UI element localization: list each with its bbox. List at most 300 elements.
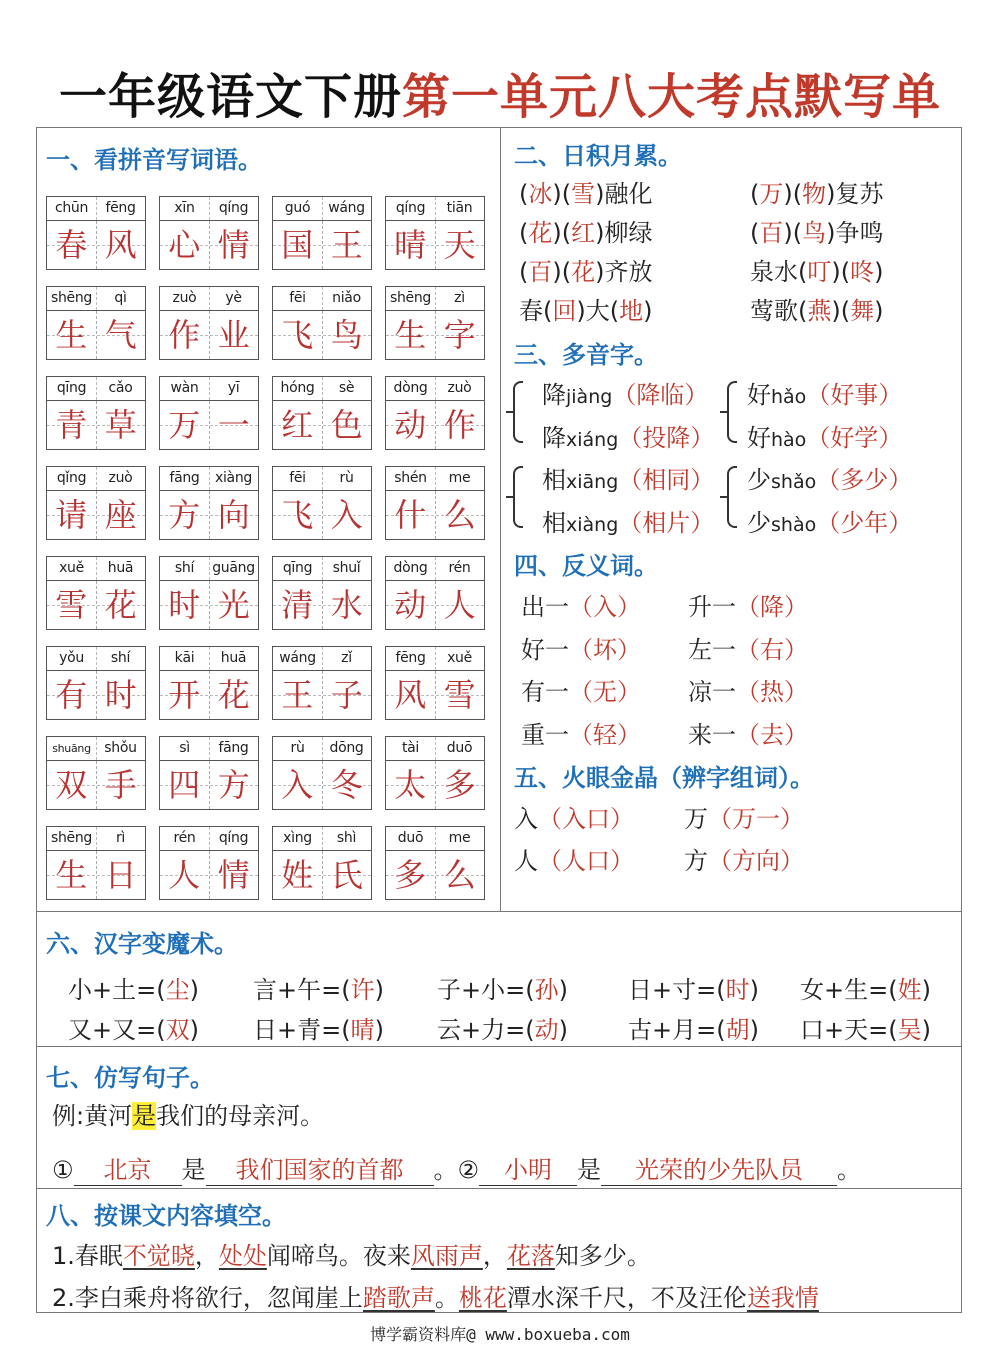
hanzi-answer: 姓 [273,851,323,899]
pinyin: xiāng [566,471,619,493]
hanzi-answer: 雪 [443,676,476,714]
word-box [272,286,372,360]
distinguish-item: 万（万一） [684,805,804,833]
word-box [272,466,372,540]
hanzi-row [386,761,484,809]
idiom-item: (百)(花)齐放 [519,258,653,286]
magic-equation: 日+青=(晴) [253,1016,384,1044]
word-box [272,376,372,450]
hanzi-answer: 氏 [330,856,363,894]
hanzi-answer: 青 [47,401,97,449]
magic-answer: 时 [725,976,750,1004]
pinyin: shào [771,514,817,536]
pinyin-syllable: me [448,830,471,846]
hanzi-answer: 动 [386,581,436,629]
brace-mark [727,466,737,528]
pinyin-syllable: wáng [328,200,365,216]
hanzi-row [273,491,371,539]
example-sentence: 例:黄河是我们的母亲河。 [52,1102,325,1130]
pinyin-row [160,827,258,851]
idiom-answer: 咚 [850,258,875,286]
pinyin-syllable: niǎo [332,290,361,306]
pinyin-syllable: sì [179,740,190,756]
idiom-answer: 百 [528,258,553,286]
pinyin-syllable: chūn [54,200,89,216]
hanzi-answer: 双 [47,761,97,809]
pinyin: hǎo [771,386,807,408]
answer-blank: 北京 [74,1150,182,1186]
hanzi-answer: 生 [47,851,97,899]
page-title: 一年级语文下册第一单元八大考点默写单 [58,69,942,125]
section-title-2: 二、日积月累。 [514,142,682,170]
antonym-answer: 轻 [593,720,617,749]
antonym-answer: 入 [593,593,617,621]
divider-line [36,911,962,912]
word-box [385,196,485,270]
magic-answer: 孙 [534,976,559,1004]
hanzi-answer: 人 [160,851,210,899]
polyphone-answer: 投降 [642,424,691,452]
pinyin-row [47,377,145,401]
magic-equation: 口+天=(吴) [800,1016,931,1044]
pinyin-syllable: cǎo [108,380,133,396]
hanzi-answer: 请 [47,491,97,539]
hanzi-row [47,581,145,629]
idiom-answer: 花 [528,219,553,247]
word-box [46,466,146,540]
magic-answer: 吴 [897,1016,922,1044]
hanzi-answer: 多 [443,766,476,804]
pinyin-row [386,827,484,851]
pinyin-row [273,557,371,581]
pinyin-row [47,827,145,851]
magic-equation: 言+午=(许) [253,976,384,1004]
word-box [385,466,485,540]
hanzi-row [386,851,484,899]
hanzi-answer: 么 [443,856,476,894]
magic-equation: 小+土=(尘) [68,976,199,1004]
hanzi-answer: 天 [443,226,476,264]
pinyin-syllable: yī [227,380,240,396]
hanzi-answer: 入 [330,496,363,534]
pinyin-syllable: tài [401,740,420,756]
hanzi-answer: 水 [330,586,363,624]
pinyin-syllable: shí [174,560,195,576]
footer-watermark: 博学霸资料库@ www.boxueba.com [370,1325,630,1344]
hanzi-answer: 方 [160,491,210,539]
hanzi-answer: 国 [273,221,323,269]
hanzi-answer: 人 [443,586,476,624]
polyphone-item: 好hǎo（好事） [747,381,903,409]
word-box [272,646,372,720]
hanzi-answer: 万 [160,401,210,449]
pinyin-row [273,827,371,851]
pinyin-syllable: qíng [218,200,249,216]
antonym-answer: 去 [760,720,784,749]
antonym-item: 好一（坏） [521,635,641,664]
pinyin-syllable: zuò [172,290,197,306]
answer-blank: 小明 [479,1150,577,1186]
pinyin-syllable: yǒu [59,650,84,666]
pinyin-row [160,647,258,671]
pinyin-syllable: zì [454,290,465,306]
magic-answer: 胡 [725,1016,750,1044]
pinyin-syllable: rù [290,740,305,756]
pinyin-syllable: dòng [393,560,428,576]
word-box [159,826,259,900]
pinyin-syllable: xuě [59,560,84,576]
section-title-4: 四、反义词。 [514,552,658,580]
pinyin-row [160,557,258,581]
pinyin-syllable: zuò [447,380,472,396]
hanzi-row [47,671,145,719]
pinyin: xiáng [566,429,619,451]
antonym-answer: 右 [760,635,784,664]
pinyin-syllable: qíng [395,200,426,216]
polyphone-item: 少shǎo（多少） [747,466,913,494]
hanzi-answer: 王 [273,671,323,719]
hanzi-row [273,581,371,629]
idiom-item: (花)(红)柳绿 [519,219,653,247]
polyphone-item: 降xiáng（投降） [542,424,715,452]
pinyin-row [386,377,484,401]
hanzi-row [160,311,258,359]
pinyin-syllable: fāng [169,470,200,486]
hanzi-row [273,401,371,449]
hanzi-answer: 生 [386,311,436,359]
hanzi-row [47,491,145,539]
hanzi-answer: 什 [386,491,436,539]
hanzi-answer: 四 [160,761,210,809]
pinyin-row [386,467,484,491]
hanzi-answer: 座 [104,496,137,534]
pinyin-syllable: rù [339,470,354,486]
pinyin-syllable: qì [114,290,127,306]
magic-answer: 双 [165,1016,190,1044]
pinyin-syllable: shēng [50,290,93,306]
antonym-answer: 热 [760,678,784,706]
hanzi-row [47,221,145,269]
pinyin-syllable: qīng [282,560,313,576]
polyphone-answer: 相片 [642,509,691,537]
pinyin-row [47,467,145,491]
hanzi-row [386,671,484,719]
polyphone-item: 少shào（少年） [747,509,913,537]
idiom-answer: 冰 [528,180,553,208]
hanzi-row [386,401,484,449]
word-box [159,646,259,720]
pinyin-syllable: shuāng [52,742,91,755]
antonym-item: 左一（右） [688,635,808,664]
pinyin-syllable: shǒu [104,740,137,756]
hanzi-row [386,581,484,629]
hanzi-answer: 手 [104,766,137,804]
antonym-answer: 坏 [593,635,617,664]
hanzi-answer: 光 [217,586,250,624]
hanzi-answer: 生 [47,311,97,359]
brace-mark [506,496,514,498]
hanzi-answer: 子 [330,676,363,714]
brace-mark [513,381,523,443]
brace-mark [720,496,728,498]
pinyin-syllable: shí [110,650,131,666]
antonym-answer: 无 [593,678,617,706]
pinyin-syllable: rén [448,560,471,576]
word-box [385,826,485,900]
polyphone-item: 相xiàng（相片） [542,509,715,537]
hanzi-answer: 清 [273,581,323,629]
answer-blank: 我们国家的首都 [206,1150,434,1186]
hanzi-row [47,311,145,359]
idiom-item: 莺歌(燕)(舞) [750,297,884,325]
magic-equation: 子+小=(孙) [437,976,568,1004]
idiom-answer: 地 [619,297,644,325]
brace-mark [727,381,737,443]
hanzi-row [273,221,371,269]
magic-answer: 晴 [350,1016,375,1044]
pinyin-syllable: qǐng [56,470,87,486]
pinyin-syllable: xuě [447,650,472,666]
hanzi-row [47,851,145,899]
hanzi-answer: 方 [217,766,250,804]
word-box [385,286,485,360]
pinyin-row [160,377,258,401]
hanzi-row [47,761,145,809]
idiom-item: 泉水(叮)(咚) [750,258,884,286]
pinyin-word-grid [46,196,485,900]
hanzi-answer: 鸟 [330,316,363,354]
polyphone-item: 好hào（好学） [747,424,903,452]
pinyin-row [160,467,258,491]
hanzi-answer: 风 [386,671,436,719]
pinyin-syllable: kāi [174,650,195,666]
word-box [385,736,485,810]
magic-answer: 许 [350,976,375,1004]
hanzi-answer: 春 [47,221,97,269]
word-box [46,826,146,900]
polyphone-answer: 降临 [636,381,685,409]
pinyin-syllable: fēi [289,290,306,306]
idiom-answer: 舞 [850,297,875,325]
pinyin-syllable: huā [107,560,134,576]
magic-equation: 日+寸=(时) [628,976,759,1004]
hanzi-answer: 情 [217,856,250,894]
hanzi-answer: 花 [217,676,250,714]
imitation-answers: ① 北京 是 我们国家的首都 。② 小明 是 光荣的少先队员 。 [52,1150,861,1186]
pinyin: hào [771,429,807,451]
hanzi-answer: 冬 [330,766,363,804]
hanzi-answer: 开 [160,671,210,719]
idiom-answer: 燕 [807,297,832,325]
pinyin-syllable: dōng [329,740,364,756]
pinyin-row [386,287,484,311]
pinyin-syllable: dòng [393,380,428,396]
pinyin-syllable: xīn [174,200,195,216]
pinyin-syllable: shēng [50,830,93,846]
hanzi-answer: 作 [443,406,476,444]
hanzi-answer: 飞 [273,311,323,359]
idiom-answer: 叮 [807,258,832,286]
poem-line-2: 2.李白乘舟将欲行，忽闻崖上踏歌声。桃花潭水深千尺，不及汪伦送我情 [52,1284,819,1312]
pinyin-syllable: fāng [218,740,249,756]
idiom-answer: 回 [552,297,577,325]
pinyin-row [160,737,258,761]
pinyin-row [47,737,145,761]
pinyin-row [273,737,371,761]
hanzi-row [273,761,371,809]
distinguish-answer: 人口 [562,847,610,875]
pinyin-syllable: tiān [446,200,473,216]
pinyin-syllable: rì [115,830,126,846]
hanzi-row [160,761,258,809]
word-box [385,646,485,720]
pinyin-row [47,287,145,311]
hanzi-answer: 么 [443,496,476,534]
polyphone-item: 降jiàng（降临） [542,381,709,409]
pinyin-syllable: zuò [108,470,133,486]
pinyin-row [386,557,484,581]
section-title-8: 八、按课文内容填空。 [46,1202,286,1230]
pinyin-syllable: yè [225,290,242,306]
magic-equation: 女+生=(姓) [800,976,931,1004]
hanzi-answer: 业 [217,316,250,354]
hanzi-row [273,671,371,719]
hanzi-row [386,491,484,539]
distinguish-answer: 方向 [732,847,780,875]
hanzi-answer: 一 [217,406,250,444]
pinyin-syllable: fēng [395,650,426,666]
pinyin-syllable: shuǐ [332,560,361,576]
pinyin-syllable: shén [394,470,427,486]
hanzi-answer: 向 [217,496,250,534]
word-box [159,736,259,810]
idiom-answer: 物 [802,180,827,208]
word-box [159,466,259,540]
hanzi-row [386,311,484,359]
polyphone-answer: 多少 [840,466,889,494]
pinyin-row [47,197,145,221]
hanzi-answer: 晴 [386,221,436,269]
section-title-3: 三、多音字。 [514,341,658,369]
word-box [46,646,146,720]
idiom-answer: 红 [571,219,596,247]
word-box [159,196,259,270]
idiom-item: (万)(物)复苏 [750,180,884,208]
hanzi-answer: 有 [47,671,97,719]
pinyin-syllable: qíng [218,830,249,846]
antonym-answer: 降 [760,593,784,621]
hanzi-answer: 风 [104,226,137,264]
pinyin-syllable: guó [284,200,311,216]
hanzi-answer: 气 [104,316,137,354]
word-box [46,376,146,450]
pinyin-row [273,647,371,671]
hanzi-answer: 作 [160,311,210,359]
magic-answer: 姓 [897,976,922,1004]
hanzi-row [160,221,258,269]
polyphone-answer: 好学 [830,424,879,452]
idiom-answer: 鸟 [802,219,827,247]
magic-equation: 云+力=(动) [437,1016,568,1044]
hanzi-answer: 日 [104,856,137,894]
brace-mark [506,411,514,413]
idiom-answer: 万 [759,180,784,208]
pinyin-syllable: huā [220,650,247,666]
pinyin-syllable: qīng [56,380,87,396]
distinguish-answer: 入口 [562,805,610,833]
hanzi-row [386,221,484,269]
pinyin-syllable: shēng [389,290,432,306]
hanzi-answer: 飞 [273,491,323,539]
hanzi-answer: 动 [386,401,436,449]
section-title-1: 一、看拼音写词语。 [46,146,262,174]
pinyin-syllable: xìng [283,830,312,846]
hanzi-row [160,581,258,629]
pinyin-row [273,197,371,221]
pinyin-syllable: duō [397,830,424,846]
brace-mark [720,411,728,413]
brace-mark [513,466,523,528]
word-box [272,736,372,810]
word-box [385,376,485,450]
idiom-answer: 百 [759,219,784,247]
distinguish-item: 方（方向） [684,847,804,875]
hanzi-row [160,401,258,449]
pinyin-row [273,287,371,311]
section-title-5: 五、火眼金晶（辨字组词）。 [514,764,814,792]
hanzi-answer: 入 [273,761,323,809]
pinyin-row [47,557,145,581]
pinyin-row [386,737,484,761]
hanzi-answer: 雪 [47,581,97,629]
idiom-answer: 花 [571,258,596,286]
idiom-answer: 雪 [571,180,596,208]
pinyin-syllable: duō [446,740,473,756]
pinyin-row [160,197,258,221]
word-box [272,556,372,630]
hanzi-answer: 情 [217,226,250,264]
idiom-item: (冰)(雪)融化 [519,180,653,208]
pinyin-syllable: fēi [289,470,306,486]
pinyin: jiàng [566,386,613,408]
hanzi-answer: 花 [104,586,137,624]
pinyin-syllable: wáng [279,650,316,666]
hanzi-answer: 色 [330,406,363,444]
antonym-item: 出一（入） [521,593,641,621]
magic-equation: 又+又=(双) [68,1016,199,1044]
hanzi-answer: 多 [386,851,436,899]
pinyin-row [273,467,371,491]
hanzi-answer: 时 [160,581,210,629]
polyphone-answer: 相同 [642,466,691,494]
poem-line-1: 1.春眠不觉晓，处处闻啼鸟。夜来风雨声，花落知多少。 [52,1242,651,1270]
section-title-6: 六、汉字变魔术。 [46,930,238,958]
word-box [46,556,146,630]
divider-line [36,1188,962,1189]
divider-line [36,1046,962,1047]
pinyin-syllable: sè [338,380,355,396]
distinguish-answer: 万一 [732,805,780,833]
pinyin-row [273,377,371,401]
pinyin: xiàng [566,514,619,536]
distinguish-item: 入（入口） [514,805,634,833]
pinyin-row [386,197,484,221]
pinyin: shǎo [771,471,817,493]
word-box [159,376,259,450]
word-box [272,826,372,900]
hanzi-answer: 草 [104,406,137,444]
magic-answer: 尘 [165,976,190,1004]
